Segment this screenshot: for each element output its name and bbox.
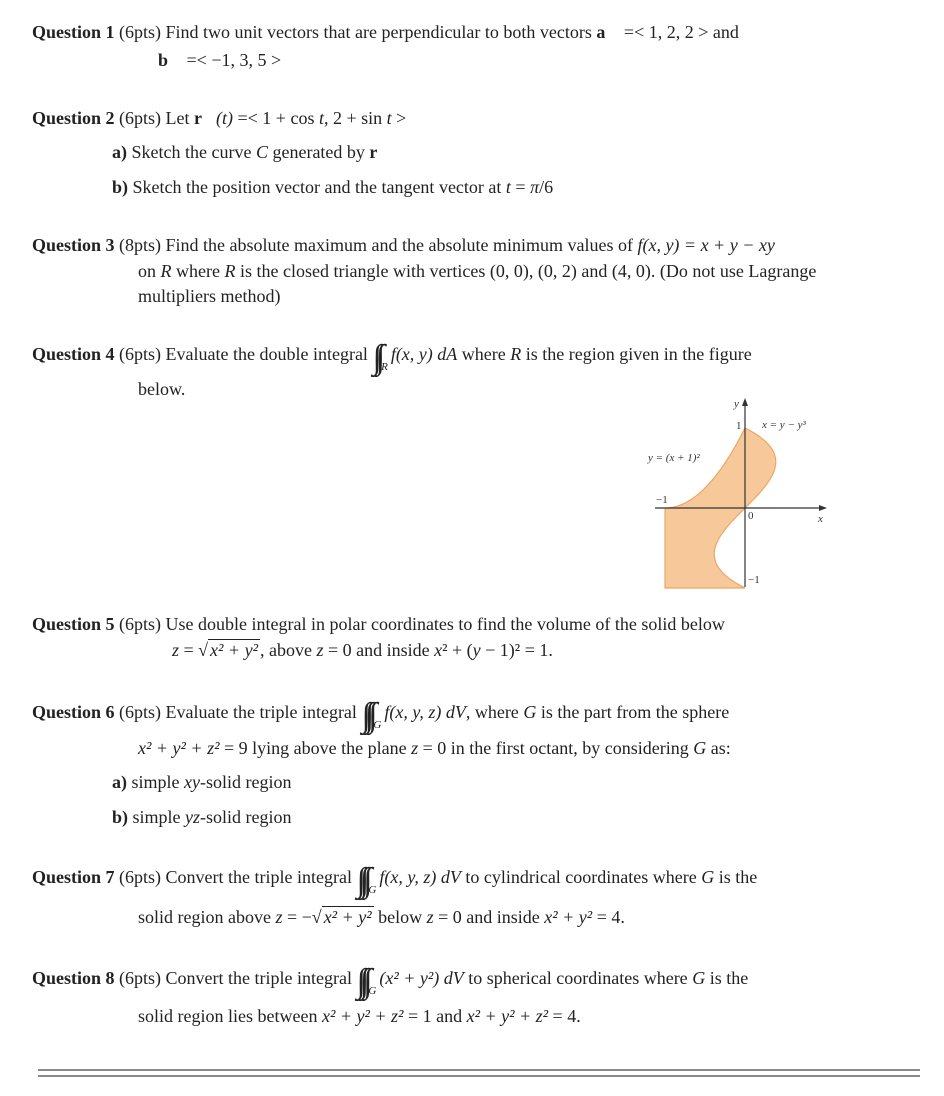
divider-bottom	[38, 1075, 920, 1077]
math-segment: x	[434, 640, 443, 660]
question-6-part-b	[112, 806, 292, 828]
math-segment: R	[510, 344, 522, 364]
text-segment: solid region lies between	[138, 1006, 322, 1026]
text-segment: = 4.	[592, 907, 625, 927]
question-7-line-2	[138, 906, 625, 928]
text-segment: (6pts) Convert the triple integral	[114, 968, 357, 988]
text-segment: = 9 lying above the plane	[219, 738, 412, 758]
text-segment: , 2 + sin	[323, 108, 387, 128]
text-segment: below.	[138, 379, 186, 399]
math-segment: xy	[184, 772, 200, 792]
y-axis-label: y	[734, 398, 739, 410]
text-segment: simple	[127, 772, 184, 792]
question-1-line-1	[32, 21, 739, 43]
x-axis-label: x	[818, 513, 823, 525]
math-segment: G	[701, 867, 715, 887]
question-6-part-a	[112, 771, 291, 793]
text-segment: is the closed triangle with vertices (0, 0), (0, 2) and (4, 0). (Do not use Lagrange	[235, 261, 817, 281]
math-segment: (t)	[216, 108, 233, 128]
tick-y-neg-1: −1	[748, 574, 760, 586]
math-segment: π	[530, 177, 540, 197]
math-segment: x² + y²	[544, 907, 593, 927]
text-segment: Sketch the position vector and the tangent vector at	[128, 177, 506, 197]
divider-top	[38, 1069, 920, 1071]
y-axis-arrow-icon	[742, 398, 748, 406]
text-segment: =< 1 + cos	[233, 108, 319, 128]
math-segment: t	[505, 177, 511, 197]
question-label: Question 5	[32, 614, 115, 634]
text-segment: = 0 and inside	[323, 640, 435, 660]
question-7-line-1	[32, 862, 758, 901]
text-segment: is the	[705, 968, 749, 988]
curve-label-left: y = (x + 1)²	[648, 452, 700, 464]
text-segment: (6pts) Let	[114, 108, 194, 128]
question-8-line-2	[138, 1005, 581, 1027]
question-2-part-b	[112, 176, 553, 198]
math-segment: f(x, y, z) dV	[384, 702, 466, 722]
text-segment: multipliers method)	[138, 286, 281, 306]
text-segment: on	[138, 261, 161, 281]
math-segment: x² + y²	[210, 640, 258, 660]
text-segment: is the part from the sphere	[536, 702, 730, 722]
question-6-line-1	[32, 697, 730, 736]
text-segment: = 0 in the first octant, by considering	[418, 738, 694, 758]
text-segment: to spherical coordinates where	[463, 968, 693, 988]
text-segment: ² + (	[442, 640, 473, 660]
text-segment: (6pts) Evaluate the triple integral	[114, 702, 362, 722]
question-label: Question 1	[32, 22, 115, 42]
text-segment: -solid region	[200, 807, 292, 827]
text-segment: -solid region	[199, 772, 292, 792]
question-label: Question 8	[32, 968, 115, 988]
text-segment: solid region above	[138, 907, 276, 927]
question-8-line-1	[32, 963, 749, 1002]
math-segment: z	[316, 640, 324, 660]
question-label: Question 3	[32, 235, 115, 255]
text-segment: (6pts) Use double integral in polar coordinates to find the volume of the solid below	[114, 614, 725, 634]
math-segment: C	[255, 142, 268, 162]
question-1-line-2	[158, 49, 281, 71]
math-segment: (x² + y²) dV	[379, 968, 464, 988]
question-3-line-2	[138, 260, 816, 282]
text-segment: = 0 and inside	[433, 907, 545, 927]
question-label: Question 4	[32, 344, 115, 364]
text-segment: − 1)² = 1.	[480, 640, 553, 660]
text-segment: is the region given in the figure	[521, 344, 752, 364]
math-segment: R	[381, 361, 388, 373]
math-segment: R	[160, 261, 172, 281]
math-segment: z	[275, 907, 283, 927]
question-label: Question 7	[32, 867, 115, 887]
math-segment: G	[693, 738, 707, 758]
question-3-line-3	[138, 285, 280, 307]
text-segment: = 4.	[548, 1006, 581, 1026]
x-axis-arrow-icon	[819, 505, 827, 511]
math-segment: x² + y²	[323, 907, 372, 927]
text-segment: (8pts) Find the absolute maximum and the absolute minimum values of	[114, 235, 638, 255]
text-segment: is the	[714, 867, 758, 887]
text-segment: /6	[539, 177, 554, 197]
math-segment: f(x, y) dA	[390, 344, 458, 364]
text-segment: (6pts) Evaluate the double integral	[114, 344, 373, 364]
text-segment: as:	[706, 738, 731, 758]
text-segment: (6pts) Convert the triple integral	[114, 867, 357, 887]
question-3-line-1	[32, 234, 775, 256]
math-segment: G	[368, 985, 377, 997]
math-segment: G	[368, 884, 377, 896]
text-segment: Sketch the curve	[127, 142, 256, 162]
integral-sign: ∫∫	[372, 339, 380, 376]
text-segment: b⃗	[158, 50, 183, 70]
math-segment: t	[318, 108, 324, 128]
question-4-line-2	[138, 378, 185, 400]
region-figure	[630, 395, 860, 590]
question-label: Question 2	[32, 108, 115, 128]
math-segment: x² + y² + z²	[138, 738, 220, 758]
text-segment: generated by	[267, 142, 370, 162]
question-label: Question 6	[32, 702, 115, 722]
question-4-line-1	[32, 339, 752, 378]
question-6-line-2	[138, 737, 731, 759]
math-segment: x² + y² + z²	[321, 1006, 404, 1026]
integral-sign: ∫∫∫	[356, 963, 367, 1000]
text-segment: = √	[179, 640, 209, 660]
text-segment: , above	[259, 640, 317, 660]
origin-label: 0	[748, 510, 754, 522]
text-segment: = −√	[282, 907, 322, 927]
text-segment: = 1 and	[403, 1006, 467, 1026]
math-segment: yz	[185, 807, 201, 827]
text-segment: >	[391, 108, 407, 128]
text-segment: r⃗	[369, 142, 392, 162]
text-segment: where	[457, 344, 511, 364]
text-segment: (6pts) Find two unit vectors that are perpendicular to both vectors	[114, 22, 597, 42]
text-segment: =	[510, 177, 531, 197]
text-segment: b)	[112, 177, 129, 197]
math-segment: f(x, y, z) dV	[379, 867, 461, 887]
question-5-line-2	[172, 639, 553, 661]
tick-x-neg-1: −1	[656, 494, 668, 506]
integral-sign: ∫∫∫	[361, 697, 372, 734]
text-segment: =< 1, 2, 2 > and	[619, 22, 739, 42]
math-segment: y	[472, 640, 481, 660]
text-segment: to cylindrical coordinates where	[460, 867, 702, 887]
curve-label-right: x = y − y³	[762, 419, 806, 431]
math-segment: z	[172, 640, 180, 660]
text-segment: , where	[465, 702, 524, 722]
tick-y-1: 1	[736, 420, 742, 432]
math-segment: x² + y² + z²	[466, 1006, 549, 1026]
math-segment: t	[386, 108, 392, 128]
text-segment: a⃗	[596, 22, 620, 42]
text-segment: simple	[128, 807, 186, 827]
question-2-part-a	[112, 141, 391, 163]
text-segment: a)	[112, 142, 127, 162]
text-segment: r⃗	[194, 108, 216, 128]
math-segment: f(x, y) = x + y − xy	[637, 235, 775, 255]
text-segment: a)	[112, 772, 127, 792]
text-segment: =< −1, 3, 5 >	[182, 50, 282, 70]
text-segment: where	[171, 261, 225, 281]
math-segment: G	[692, 968, 706, 988]
integral-sign: ∫∫∫	[356, 862, 367, 899]
question-5-line-1	[32, 613, 725, 635]
math-segment: R	[224, 261, 236, 281]
math-segment: z	[426, 907, 434, 927]
question-2-line-1	[32, 107, 406, 129]
math-segment: G	[373, 719, 382, 731]
text-segment: below	[373, 907, 427, 927]
math-segment: G	[523, 702, 537, 722]
text-segment: b)	[112, 807, 129, 827]
math-segment: z	[411, 738, 419, 758]
